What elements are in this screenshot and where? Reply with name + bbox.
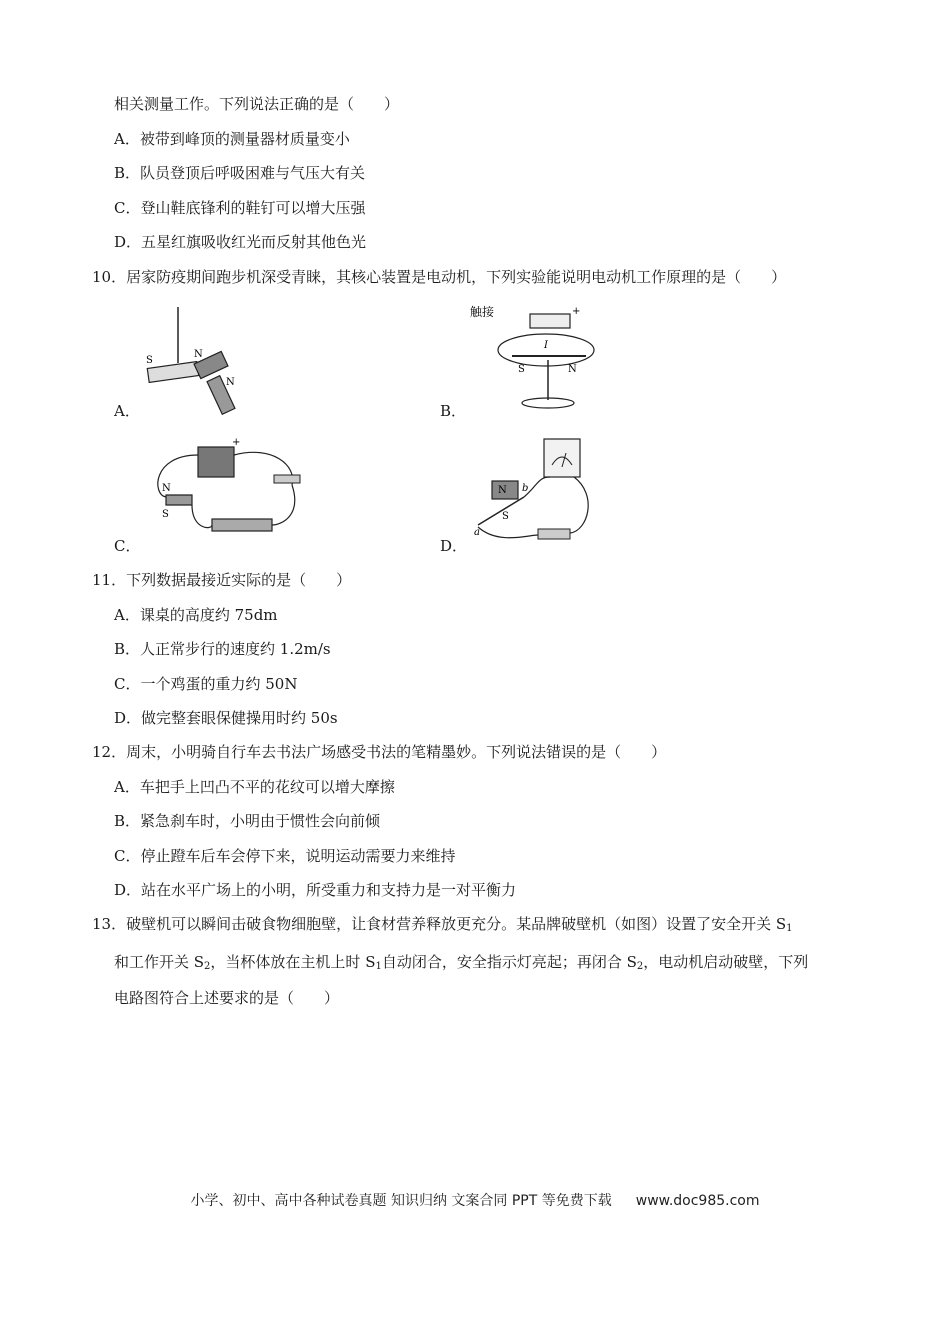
page-footer: [0, 1190, 950, 1210]
q12-option-d: D．站在水平广场上的小明，所受重力和支持力是一对平衡力: [114, 881, 517, 899]
q13-line-1: 13．破壁机可以瞬间击破食物细胞壁，让食材营养释放更充分。某品牌破壁机（如图）设置了安全开关 $S_1$: [92, 915, 793, 934]
q10-fig-b-plus: +: [572, 306, 581, 317]
q11-option-c: C．一个鸡蛋的重力约 50N: [114, 675, 298, 693]
q10-figure-a: [140, 305, 250, 415]
q10-figure-b: [468, 300, 608, 415]
q13-line-2: 和工作开关 $S_2$，当杯体放在主机上时 $S_1$自动闭合，安全指示灯亮起；再闭合 $S_2$，电动机启动破壁，下列: [114, 953, 809, 972]
q10-fig-b-i: I: [544, 340, 548, 351]
q10-stem: 10．居家防疫期间跑步机深受青睐，其核心装置是电动机，下列实验能说明电动机工作原理的是（ ）: [92, 268, 787, 286]
q9-option-c: C．登山鞋底锋利的鞋钉可以增大压强: [114, 199, 366, 217]
q9-option-d: D．五星红旗吸收红光而反射其他色光: [114, 233, 367, 251]
q12-option-a: A．车把手上凹凸不平的花纹可以增大摩擦: [114, 778, 395, 796]
q11-option-d: D．做完整套眼保健操用时约 50s: [114, 709, 338, 727]
q10-fig-c-s: S: [162, 509, 169, 520]
q10-fig-d-n: N: [498, 485, 507, 496]
q10-fig-d-a: a: [474, 527, 480, 538]
q10-fig-c-plus: +: [232, 437, 241, 448]
q13-line-3: 电路图符合上述要求的是（ ）: [114, 989, 340, 1007]
q10-fig-b-n: N: [568, 364, 577, 375]
q10-fig-b-s: S: [518, 364, 525, 375]
q10-fig-a-s: S: [146, 355, 153, 366]
q10-fig-b-caption: 触接: [470, 305, 495, 319]
q12-option-b: B．紧急刹车时，小明由于惯性会向前倾: [114, 812, 381, 830]
q12-option-c: C．停止蹬车后车会停下来，说明运动需要力来维持: [114, 847, 456, 865]
footer-url[interactable]: www.doc985.com: [635, 1193, 760, 1209]
q11-stem: 11．下列数据最接近实际的是（ ）: [92, 571, 352, 589]
q10-fig-d-s: S: [502, 511, 509, 522]
q10-figure-a-label: A．: [114, 402, 140, 420]
q10-figure-d-label: D．: [440, 537, 468, 555]
q9-stem-tail: 相关测量工作。下列说法正确的是（ ）: [114, 95, 400, 113]
q12-stem: 12．周末，小明骑自行车去书法广场感受书法的笔精墨妙。下列说法错误的是（ ）: [92, 743, 667, 761]
q9-option-a: A．被带到峰顶的测量器材质量变小: [114, 130, 350, 148]
q10-fig-a-n2: N: [226, 377, 235, 388]
q10-figure-c-label: C．: [114, 537, 141, 555]
footer-text: 小学、初中、高中各种试卷真题 知识归纳 文案合同 PPT 等免费下载: [190, 1193, 612, 1209]
q10-fig-c-n: N: [162, 483, 171, 494]
q11-option-a: A．课桌的高度约 75dm: [114, 606, 278, 624]
q10-fig-d-b: b: [522, 483, 529, 494]
q10-figure-d: [468, 435, 603, 550]
q11-option-b: B．人正常步行的速度约 1.2m/s: [114, 640, 331, 658]
q10-figure-b-label: B．: [440, 402, 467, 420]
q10-figure-c: [132, 435, 312, 550]
q9-option-b: B．队员登顶后呼吸困难与气压大有关: [114, 164, 366, 182]
q10-fig-a-n1: N: [194, 349, 203, 360]
